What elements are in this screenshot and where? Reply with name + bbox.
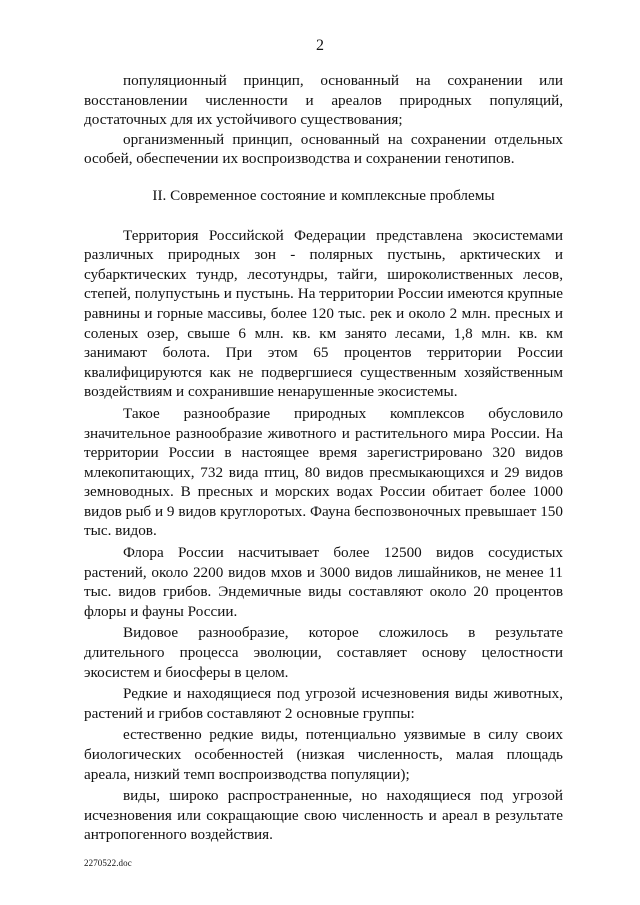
file-reference: 2270522.doc [84, 858, 132, 868]
document-body [84, 71, 563, 845]
section-paragraph-naturally-rare: естественно редкие виды, потенциально уязвимые в силу своих биологических особенностей (низкая численность, малая площадь ареала, низкий темп воспроизводства популяции); [84, 726, 563, 783]
intro-paragraph-1: популяционный принцип, основанный на сохранении или восстановлении численности и ареалов природных популяций, достаточных для их устойчивого существования; [84, 72, 563, 129]
section-paragraph-rare-species: Редкие и находящиеся под угрозой исчезновения виды животных, растений и грибов составляют 2 основные группы: [84, 685, 563, 722]
page-number: 2 [316, 37, 324, 54]
section-paragraph-flora: Флора России насчитывает более 12500 видов сосудистых растений, около 2200 видов мхов и 3000 видов лишайников, не менее 11 тыс. видов грибов. Эндемичные виды составляют около 20 процентов флоры и фауны России. [84, 544, 563, 620]
section-paragraph-widespread-threatened: виды, широко распространенные, но находящиеся под угрозой исчезновения или сокращающие свою численность и ареал в результате антропогенного воздействия. [84, 787, 563, 844]
section-paragraph-species-diversity: Видовое разнообразие, которое сложилось в результате длительного процесса эволюции, составляет основу целостности экосистем и биосферы в целом. [84, 624, 563, 681]
intro-paragraph-2: организменный принцип, основанный на сохранении отдельных особей, обеспечении их воспроизводства и сохранении генотипов. [84, 130, 563, 168]
section-heading: II. Современное состояние и комплексные проблемы [152, 186, 495, 204]
section-paragraph-diversity: Такое разнообразие природных комплексов обусловило значительное разнообразие животного и растительного мира России. На территории России в настоящее время зарегистрировано 320 видов млекопитающих, 732 вида птиц, 80 видов пресмыкающихся и 29 видов земноводных. В пресных и морских водах России обитает более 1000 видов рыб и 9 видов круглоротых. Фауна беспозвоночных превышает 150 тыс. видов. [84, 404, 563, 540]
section-paragraph-territory: Территория Российской Федерации представлена экосистемами различных природных зон - полярных пустынь, арктических и субарктических тундр, лесотундры, тайги, широколиственных лесов, степей, полупустынь и пустынь. На территории России имеются крупные равнины и горные массивы, более 120 тыс. рек и около 2 млн. пресных и соленых озер, свыше 6 млн. кв. км занято лесами, 1,8 млн. кв. км занимают болота. При этом 65 процентов территории России квалифицируются как не подвергшиеся существенным хозяйственным воздействиям и сохранившие ненарушенные экосистемы. [84, 226, 563, 401]
